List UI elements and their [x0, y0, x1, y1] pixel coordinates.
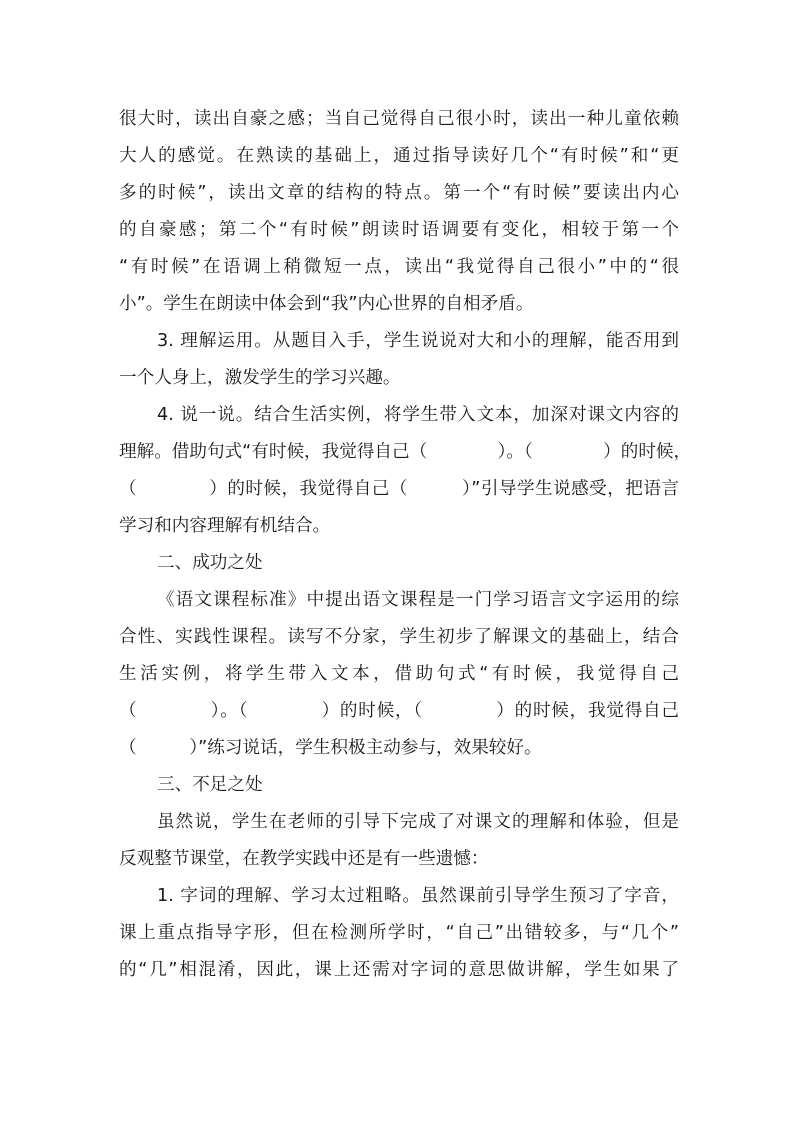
text-line: （ ）的时候，我觉得自己（ ）”引导学生说感受，把语言 [119, 479, 679, 499]
text-line: 理解。借助句式“有时候，我觉得自己（ ）。（ ）的时候， [119, 442, 692, 462]
text-line: 反观整节课堂，在教学实践中还是有一些遗憾： [119, 849, 489, 869]
text-line: 《语文课程标准》中提出语文课程是一门学习语言文字运用的综 [157, 590, 679, 610]
text-line: 4. 说一说。结合生活实例，将学生带入文本，加深对课文内容的 [157, 405, 679, 425]
text-line: 大人的感觉。在熟读的基础上，通过指导读好几个“有时候”和“更 [119, 146, 679, 166]
text-line: 小”。学生在朗读中体会到“我”内心世界的自相矛盾。 [119, 294, 534, 314]
text-line: （ ）。（ ）的时候，（ ）的时候，我觉得自己 [119, 701, 679, 721]
text-line: 的自豪感；第二个“有时候”朗读时语调要有变化，相较于第一个 [119, 220, 679, 240]
text-line: 的“几”相混淆，因此，课上还需对字词的意思做讲解，学生如果了 [119, 960, 679, 980]
text-line: 学习和内容理解有机结合。 [119, 516, 331, 536]
text-line: 很大时，读出自豪之感；当自己觉得自己很小时，读出一种儿童依赖 [119, 109, 679, 129]
text-line: 虽然说，学生在老师的引导下完成了对课文的理解和体验，但是 [157, 812, 679, 832]
text-line: 多的时候”，读出文章的结构的特点。第一个“有时候”要读出内心 [119, 183, 679, 203]
text-line: 一个人身上，激发学生的学习兴趣。 [119, 368, 401, 388]
text-line: 课上重点指导字形，但在检测所学时，“自己”出错较多，与“几个” [119, 923, 679, 943]
text-line: “有时候”在语调上稍微短一点，读出“我觉得自己很小”中的“很 [119, 257, 679, 277]
text-line: 合性、实践性课程。读写不分家，学生初步了解课文的基础上，结合 [119, 627, 679, 647]
text-line: 1. 字词的理解、学习太过粗略。虽然课前引导学生预习了字音， [157, 886, 679, 906]
text-line: （ ）”练习说话，学生积极主动参与，效果较好。 [119, 738, 542, 758]
text-line: 三、不足之处 [157, 775, 263, 795]
text-line: 3. 理解运用。从题目入手，学生说说对大和小的理解，能否用到 [157, 331, 679, 351]
text-line: 生活实例，将学生带入文本，借助句式“有时候，我觉得自己 [119, 664, 679, 684]
document-body [119, 101, 692, 989]
text-line: 二、成功之处 [157, 553, 263, 573]
